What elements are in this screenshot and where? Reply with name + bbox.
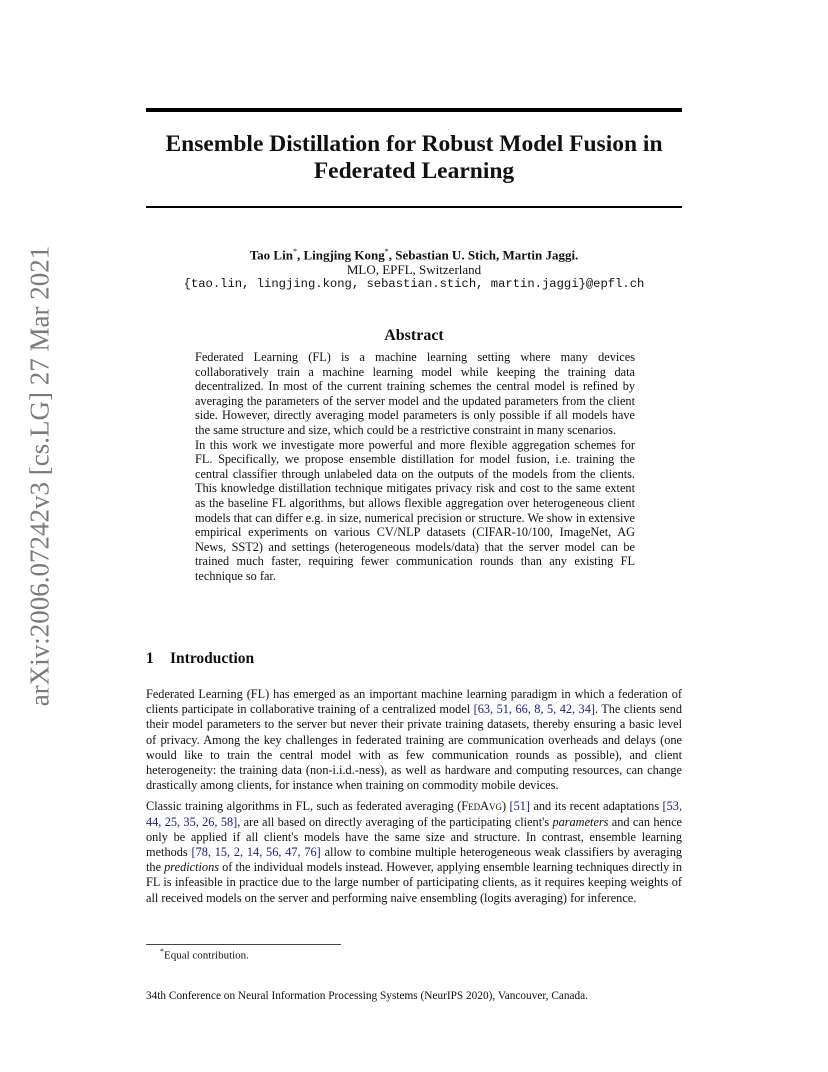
author-emails: {tao.lin, lingjing.kong, sebastian.stich, martin.jaggi}@epfl.ch [183,277,645,292]
intro-p2-text-a: Classic training algorithms in FL, such as federated averaging ( [146,799,462,814]
introduction-body [146,687,682,912]
citation-link[interactable]: [53, 44, 25, 35, 26, 58] [146,799,683,829]
intro-p1-text-b: . The clients send their model parameters to the server but never their private training datasets, thereby ensuring a basic level of privacy. Among the key challenges in federated training are communication overheads and delays (one would like to train the central model with as few communication rounds as possible), and client heterogeneity: the training data (non-i.i.d.-ness), as well as hardware and computing resources, can change drastically among clients, for instance when training on commodity mobile devices. [146,702,682,793]
title-line-2: Federated Learning [313,158,515,184]
intro-paragraph-1 [146,687,682,793]
emphasis-parameters: parameters [552,814,609,829]
footnote-mark: * [160,947,164,956]
title-line-1: Ensemble Distillation for Robust Model Fusion in [165,131,663,157]
paper-title [146,131,682,185]
venue-note: 34th Conference on Neural Information Processing Systems (NeurIPS 2020), Vancouver, Canada. [146,990,589,1002]
abstract-paragraph-2: In this work we investigate more powerful and more flexible aggregation schemes for FL. Specifically, we propose ensemble distillation for model fusion, i.e. training the central classifier through unlabeled data on the outputs of the models from the clients. This knowledge distillation technique mitigates privacy risk and cost to the same extent as the baseline FL algorithms, but allows flexible aggregation over heterogeneous client models that can differ e.g. in size, numerical precision or structure. We show in extensive empirical experiments on various CV/NLP datasets (CIFAR-10/100, ImageNet, AG News, SST2) and settings (heterogeneous models/data) that the server model can be trained much faster, requiring fewer communication rounds than any existing FL technique so far. [195,437,635,583]
section-heading-introduction [146,650,254,668]
equal-contribution-mark-2: * [384,247,389,256]
arxiv-stamp: arXiv:2006.07242v3 [cs.LG] 27 Mar 2021 [24,245,55,707]
author-name-rest: , Sebastian U. Stich, Martin Jaggi. [388,247,579,263]
section-title: Introduction [170,650,255,667]
abstract-heading: Abstract [384,327,444,344]
author-name-1: Tao Lin [249,247,293,263]
intro-p2-text-f: allow to combine multiple heterogeneous weak classifiers by averaging the [146,845,683,875]
affiliation: MLO, EPFL, Switzerland [346,262,482,278]
author-block [146,244,682,292]
intro-p2-text-g: of the individual models instead. However, applying ensemble learning techniques directly in FL is infeasible in practice due to the large number of participating clients, as it requires keeping weights of all received models on the server and performing naive ensembling (logits averaging) for inference. [146,860,682,905]
emphasis-predictions: predictions [164,860,220,875]
intro-paragraph-2 [146,799,682,905]
fedavg-term: FedAvg [461,799,502,814]
intro-p1-text-a: Federated Learning (FL) has emerged as an important machine learning paradigm in which a federation of clients participate in collaborative training of a centralized model [146,687,682,717]
citation-link[interactable]: [78, 15, 2, 14, 56, 47, 76] [191,845,321,860]
intro-p2-text-b: ) [501,799,510,814]
footnote [160,947,249,962]
footnote-divider [146,944,341,945]
author-names [146,244,682,262]
author-name-2: , Lingjing Kong [296,247,385,263]
intro-p2-text-e: and can hence only be applied if all client's models have the same size and structure. In contrast, ensemble learning methods [146,814,682,860]
abstract-body [195,350,635,584]
section-number: 1 [146,650,154,667]
title-bottom-rule [146,206,682,208]
abstract-paragraph-1: Federated Learning (FL) is a machine learning setting where many devices collaboratively train a machine learning model while keeping the training data decentralized. In most of the current training schemes the central model is refined by averaging the parameters of the server model and the updated parameters from the client side. However, directly averaging model parameters is only possible if all models have the same structure and size, which could be a restrictive constraint in many scenarios. [195,350,635,437]
intro-p2-text-c: and its recent adaptations [530,799,663,814]
citation-link[interactable]: [63, 51, 66, 8, 5, 42, 34] [473,702,595,717]
title-top-rule [146,108,682,112]
intro-p2-text-d: , are all based on directly averaging of the participating client's [237,814,553,829]
citation-link[interactable]: [51] [509,799,531,814]
equal-contribution-mark-1: * [292,247,297,256]
footnote-text: Equal contribution. [164,949,249,962]
